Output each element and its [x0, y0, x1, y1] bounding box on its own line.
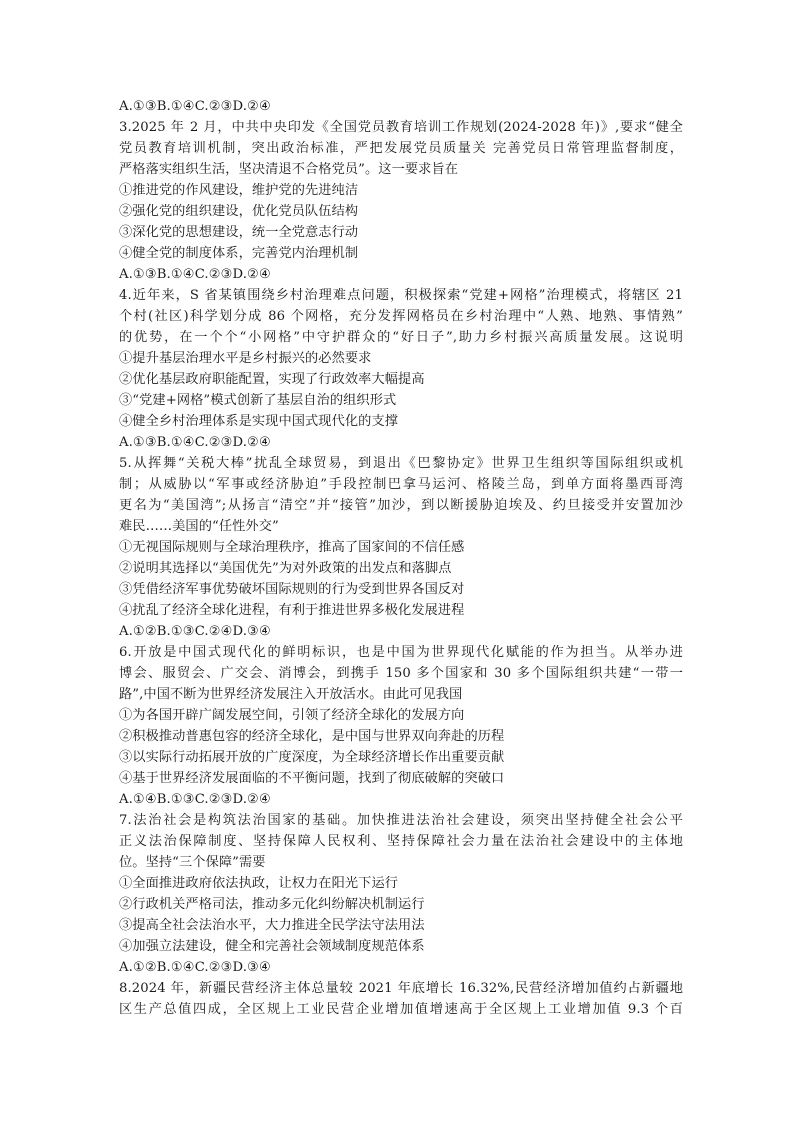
text-line: ④扰乱了经济全球化进程，有利于推进世界多极化发展进程 — [119, 603, 465, 618]
text-line: A.①③B.①④C.②③D.②④ — [119, 267, 271, 282]
text-line: A.①③B.①④C.②③D.②④ — [119, 435, 271, 450]
text-line: 3.2025 年 2 月，中共中央印发《全国党员教育培训工作规划(2024-2028 年)》,要求“健全 — [119, 120, 683, 135]
text-line: ③深化党的思想建设，统一全党意志行动 — [119, 225, 359, 240]
text-line: ①全面推进政府依法执政，让权力在阳光下运行 — [119, 876, 399, 891]
text-line: 8.2024 年，新疆民营经济主体总量较 2021 年底增长 16.32%,民营经济增加值约占新疆地 — [119, 981, 683, 996]
text-line: 位。坚持“三个保障”需要 — [119, 855, 266, 870]
text-line: A.①③B.①④C.②③D.②④ — [119, 99, 271, 114]
text-line: 制；从威胁以“军事或经济胁迫”手段控制巴拿马运河、格陵兰岛，到单方面将墨西哥湾 — [119, 477, 683, 492]
text-line: 的优势，在一个个“小网格”中守护群众的“好日子”,助力乡村振兴高质量发展。这说明 — [119, 330, 683, 345]
text-line: ①提升基层治理水平是乡村振兴的必然要求 — [119, 351, 372, 366]
text-line: 4.近年来，S 省某镇围绕乡村治理难点问题，积极探索“党建+网格”治理模式，将辖区 21 — [119, 288, 683, 303]
text-line: 5.从挥舞“关税大棒”扰乱全球贸易，到退出《巴黎协定》世界卫生组织等国际组织或机 — [119, 456, 683, 471]
text-line: ②强化党的组织建设，优化党员队伍结构 — [119, 204, 359, 219]
text-line: 严格落实组织生活，坚决清退不合格党员”。这一要求旨在 — [119, 162, 459, 177]
text-line: ③提高全社会法治水平，大力推进全民学法守法用法 — [119, 918, 425, 933]
text-line: ④加强立法建设，健全和完善社会领域制度规范体系 — [119, 939, 425, 954]
text-line: 区生产总值四成，全区规上工业民营企业增加值增速高于全区规上工业增加值 9.3 个百 — [119, 1002, 683, 1017]
text-line: ②积极推动普惠包容的经济全球化，是中国与世界双向奔赴的历程 — [119, 729, 505, 744]
text-line: A.①②B.①④C.②③D.③④ — [119, 960, 271, 975]
text-line: 更名为“美国湾”;从扬言“清空”并“接管”加沙，到以断援胁迫埃及、约旦接受并安置加沙 — [119, 498, 683, 513]
text-line: ③“党建+网格”模式创新了基层自治的组织形式 — [119, 393, 397, 408]
text-line: 路”,中国不断为世界经济发展注入开放活水。由此可见我国 — [119, 687, 463, 702]
text-line: A.①②B.①③C.②④D.③④ — [119, 624, 271, 639]
text-line: ③凭借经济军事优势破坏国际规则的行为受到世界各国反对 — [119, 582, 465, 597]
text-line: ②行政机关严格司法，推动多元化纠纷解决机制运行 — [119, 897, 425, 912]
text-line: ④健全乡村治理体系是实现中国式现代化的支撑 — [119, 414, 399, 429]
text-line: 7.法治社会是构筑法治国家的基础。加快推进法治社会建设，须突出坚持健全社会公平 — [119, 813, 683, 828]
text-line: 博会、服贸会、广交会、消博会，到携手 150 多个国家和 30 多个国际组织共建“一带一 — [119, 666, 683, 681]
text-line: 6.开放是中国式现代化的鲜明标识，也是中国为世界现代化赋能的作为担当。从举办进 — [119, 645, 683, 660]
text-line: ①推进党的作风建设，维护党的先进纯洁 — [119, 183, 359, 198]
text-line: A.①④B.①③C.②③D.②④ — [119, 792, 271, 807]
text-line: 正义法治保障制度、坚持保障人民权利、坚持保障社会力量在法治社会建设中的主体地 — [119, 834, 683, 849]
text-line: ②优化基层政府职能配置，实现了行政效率大幅提高 — [119, 372, 425, 387]
question-text — [119, 96, 683, 1020]
text-line: ④健全党的制度体系，完善党内治理机制 — [119, 246, 359, 261]
text-line: 党员教育培训机制，突出政治标准，严把发展党员质量关 完善党员日常管理监督制度， — [119, 141, 683, 156]
text-line: 个村(社区)科学划分成 86 个网格，充分发挥网格员在乡村治理中“人熟、地熟、事情熟” — [119, 309, 683, 324]
text-line: ④基于世界经济发展面临的不平衡问题，找到了彻底破解的突破口 — [119, 771, 505, 786]
text-line: ①无视国际规则与全球治理秩序，推高了国家间的不信任感 — [119, 540, 465, 555]
text-line: 难民……美国的“任性外交” — [119, 519, 279, 534]
text-line: ③以实际行动拓展开放的广度深度，为全球经济增长作出重要贡献 — [119, 750, 505, 765]
text-line: ①为各国开辟广阔发展空间，引领了经济全球化的发展方向 — [119, 708, 465, 723]
text-line: ②说明其选择以“美国优先”为对外政策的出发点和落脚点 — [119, 561, 452, 576]
